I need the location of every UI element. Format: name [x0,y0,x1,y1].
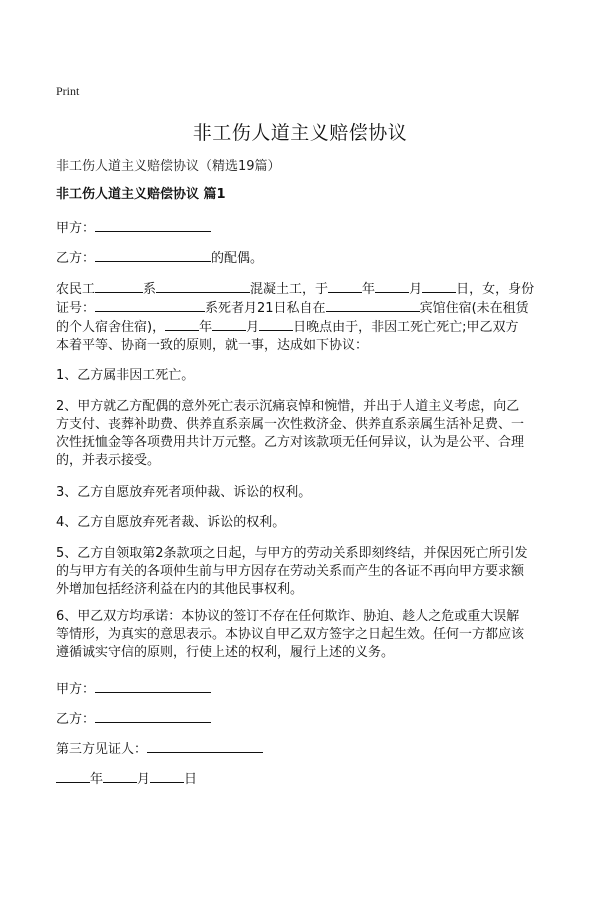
clause-text: 4、乙方自愿放弃死者裁、诉讼的权利。 [56,515,286,530]
party-a-label: 甲方： [56,221,96,236]
clause-3 [56,484,556,502]
clause-text: 2、甲方就乙方配偶的意外死亡表示沉痛哀悼和惋惜，并出于人道主义考虑，向乙 [56,399,520,414]
intro-text: 农民工 [56,282,96,297]
party-b-blank[interactable] [95,249,211,262]
month-blank[interactable] [375,280,409,293]
signature-party-a-label: 甲方： [56,682,96,697]
party-b-label: 乙方： [56,251,96,266]
death-day-blank[interactable] [259,318,293,331]
party-b-line [56,247,263,266]
intro-row-2 [56,299,556,318]
intro-text: 混凝土工，于 [250,282,329,297]
intro-text: 年 [199,320,213,335]
intro-paragraph [56,280,556,355]
sign-day-blank[interactable] [150,770,184,783]
witness-blank[interactable] [147,740,263,753]
clause-text: 的与甲方有关的各项仲生前与甲方因存在劳动关系而产生的各证不再向甲方要求额 [56,564,525,579]
signature-party-b-blank[interactable] [95,710,211,723]
worker-name-blank[interactable] [95,280,143,293]
intro-text: 系 [143,282,157,297]
intro-text: 宾馆住宿(未在租赁 [419,301,529,316]
clause-text: 遵循诚实守信的原则，行使上述的权利，履行上述的义务。 [56,645,395,660]
clause-text: 方支付、丧葬补助费、供养直系亲属一次性救济金、供养直系亲属生活补足费、一 [56,417,525,432]
clause-text: 次性抚恤金等各项费用共计万元整。乙方对该款项无任何异议，认为是公平、合理 [56,435,525,450]
witness-label: 第三方见证人： [56,742,148,757]
party-a-blank[interactable] [95,219,211,232]
intro-text: 证号： [56,301,96,316]
signature-party-b [56,708,211,727]
signature-party-a [56,678,211,697]
clause-text: 1、乙方属非因工死亡。 [56,368,195,383]
intro-text: 月 [246,320,260,335]
sign-year-label: 年 [90,772,104,787]
document-subtitle: 非工伤人道主义赔偿协议（精选19篇） [56,159,281,174]
sign-month-label: 月 [137,772,151,787]
print-label[interactable]: Print [56,84,80,98]
intro-text: 月 [409,282,423,297]
intro-row-3 [56,318,556,337]
id-number-blank[interactable] [95,299,205,312]
sign-day-label: 日 [184,772,198,787]
intro-text: 年 [362,282,376,297]
sign-year-blank[interactable] [56,770,90,783]
clause-text: 5、乙方自领取第2条款项之日起，与甲方的劳动关系即刻终结，并保因死亡所引发 [56,546,528,561]
clause-text: 外增加包括经济利益在内的其他民事权利。 [56,582,304,597]
signature-date [56,768,197,787]
death-month-blank[interactable] [212,318,246,331]
clause-text: 等情形，为真实的意思表示。本协议自甲乙双方签字之日起生效。任何一方都应该 [56,627,525,642]
clause-text: 6、甲乙双方均承诺：本协议的签订不存在任何欺诈、胁迫、趁人之危或重大误解 [56,609,520,624]
day-blank[interactable] [422,280,456,293]
clause-text: 3、乙方自愿放弃死者项仲裁、诉讼的权利。 [56,485,312,500]
worker-origin-blank[interactable] [156,280,250,293]
intro-text: 的个人宿舍住宿)， [56,320,166,335]
clause-5 [56,545,556,599]
death-year-blank[interactable] [165,318,199,331]
clause-text: 的，并表示接受。 [56,453,161,468]
signature-party-b-label: 乙方： [56,712,96,727]
clause-2 [56,398,556,470]
party-a-line [56,217,211,236]
intro-row-4: 本着平等、协商一致的原则，就一事，达成如下协议： [56,338,369,353]
party-b-suffix: 的配偶。 [211,251,264,266]
hotel-blank[interactable] [326,299,420,312]
intro-row-1 [56,280,556,299]
intro-text: 系死者月21日私自在 [205,301,326,316]
document-title: 非工伤人道主义赔偿协议 [192,122,408,144]
intro-text: 日，女，身份 [456,282,535,297]
section-heading: 非工伤人道主义赔偿协议 篇1 [56,187,226,202]
clause-6 [56,608,556,662]
intro-text: 日晚点由于，非因工死亡死亡;甲乙双方 [293,320,519,335]
clause-4 [56,514,556,532]
signature-witness [56,738,263,757]
signature-party-a-blank[interactable] [95,680,211,693]
year-blank[interactable] [328,280,362,293]
sign-month-blank[interactable] [103,770,137,783]
clause-1 [56,367,556,385]
